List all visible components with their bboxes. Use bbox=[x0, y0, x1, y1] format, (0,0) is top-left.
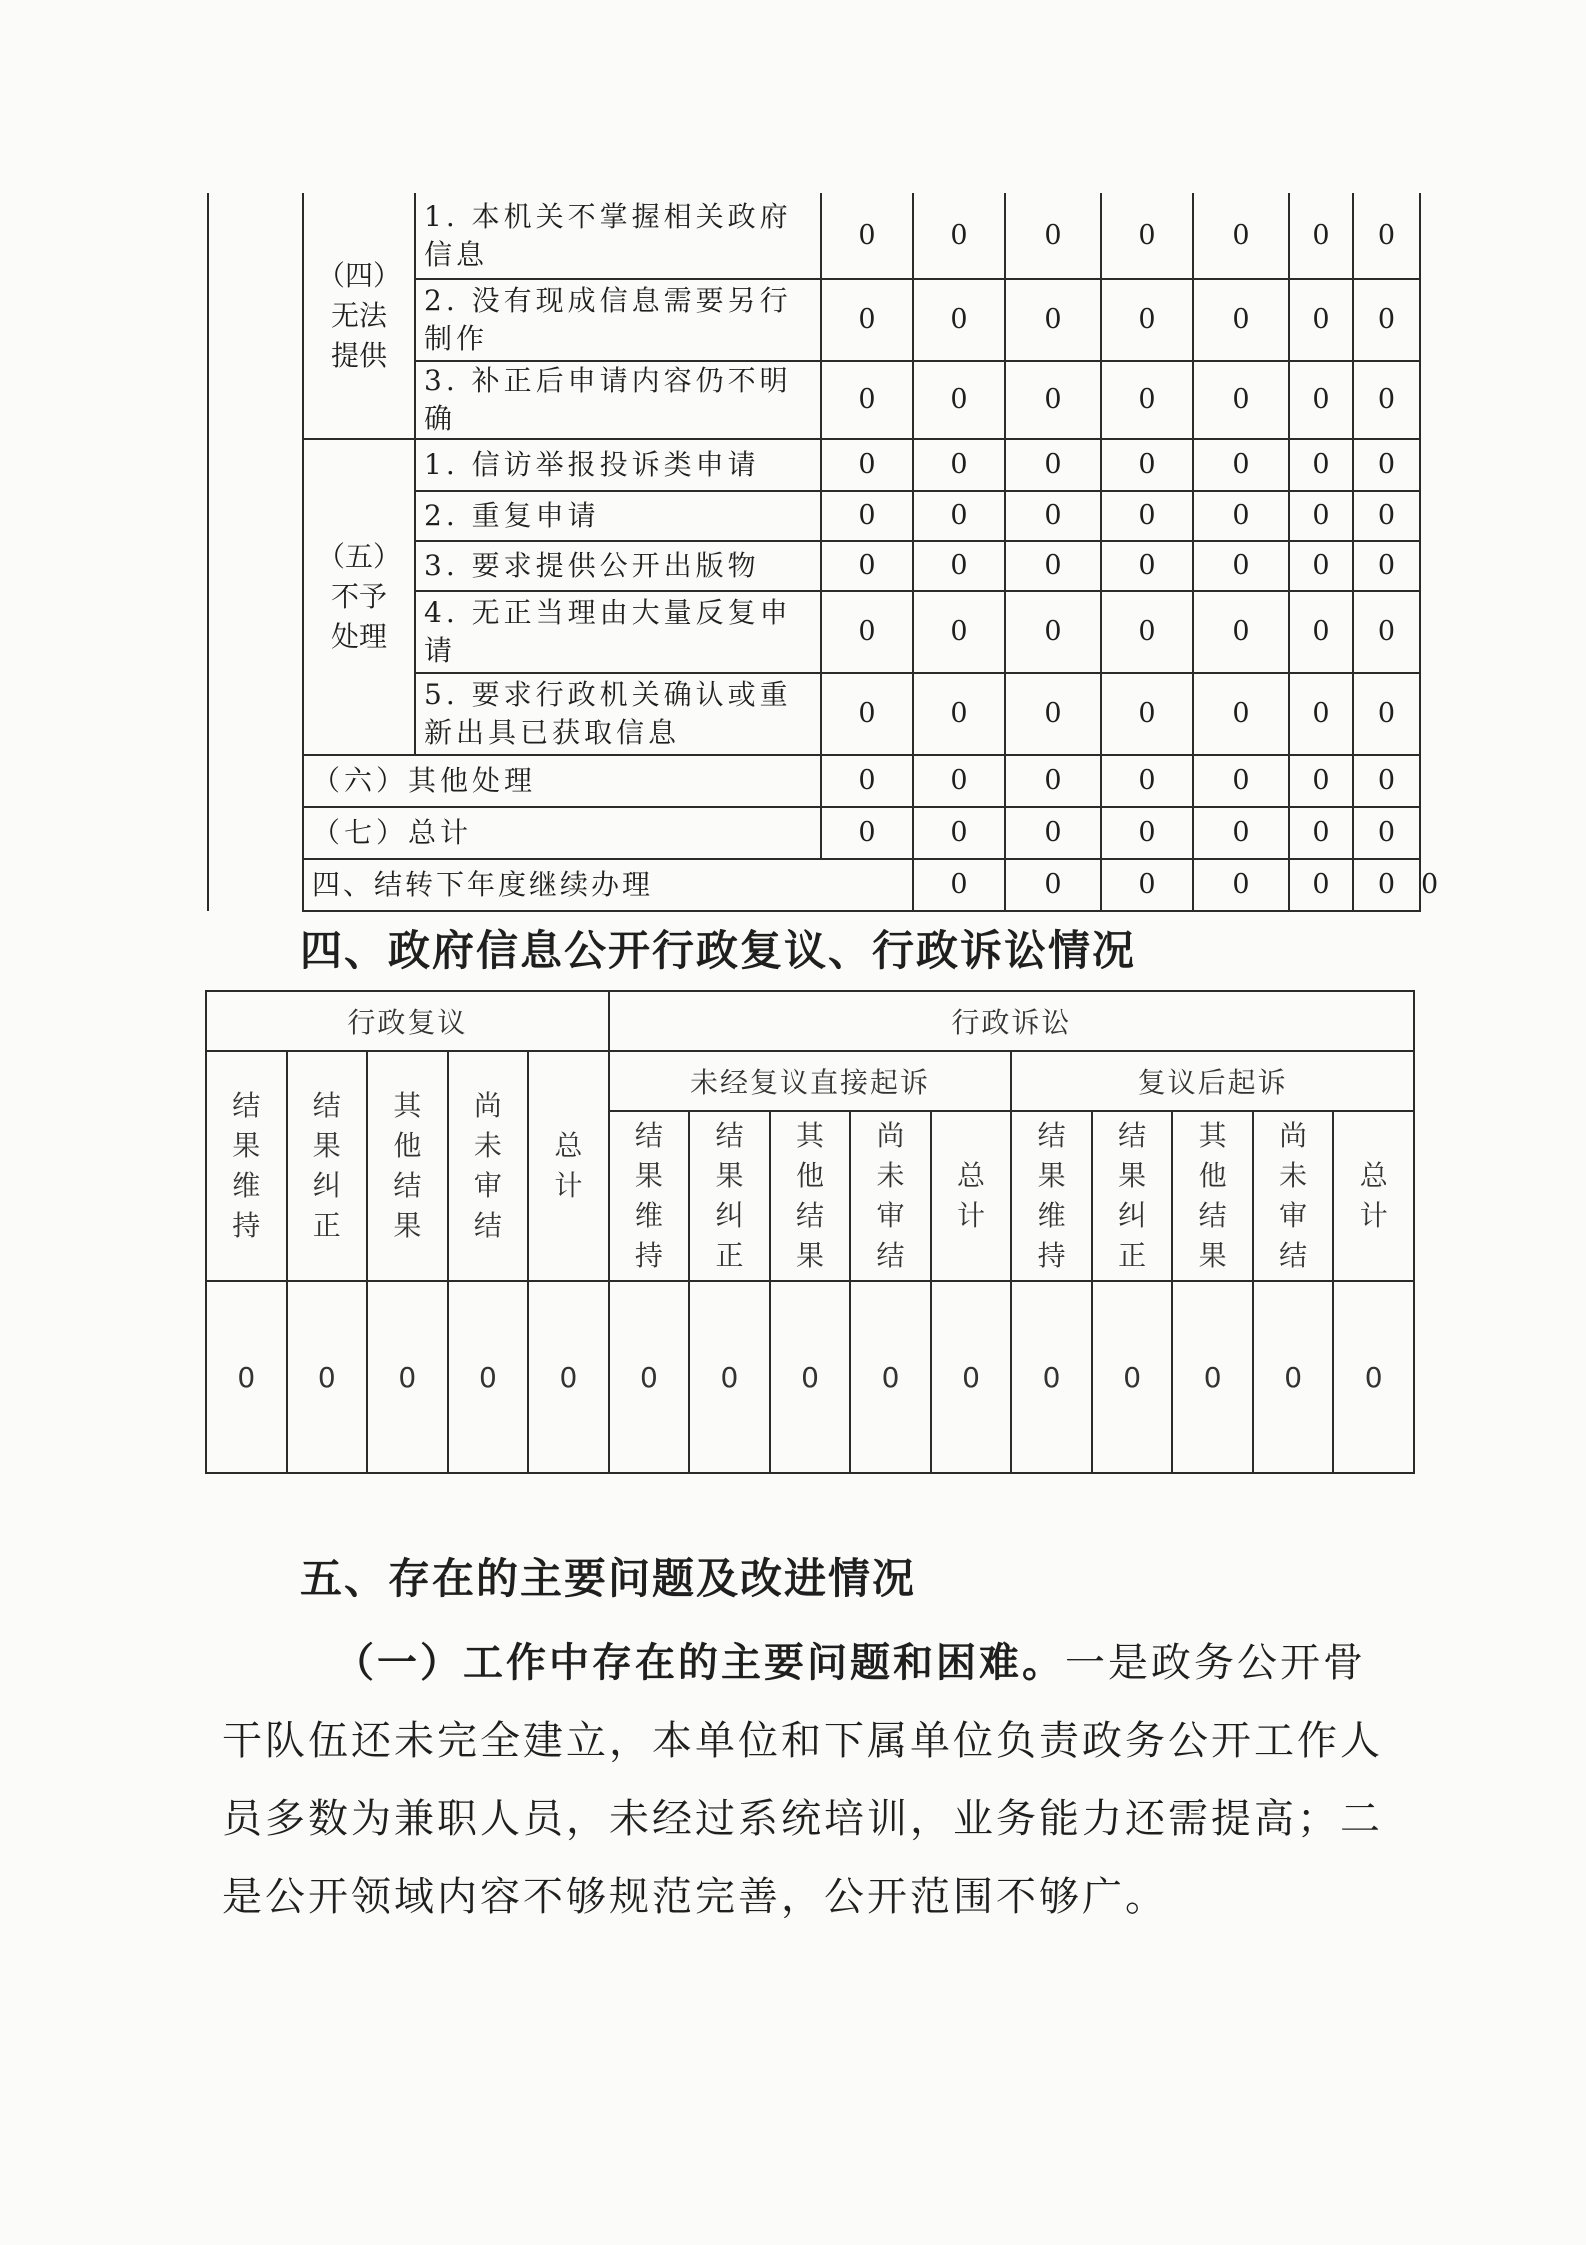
paragraph-lead: （一）工作中存在的主要问题和困难。 bbox=[334, 1640, 1065, 1686]
value-cell: 0 bbox=[689, 1281, 770, 1473]
value-cell: 0 bbox=[1289, 755, 1353, 807]
col-header: 总计 bbox=[1333, 1111, 1414, 1281]
value-cell: 0 bbox=[913, 859, 1005, 911]
header-litigation: 行政诉讼 bbox=[609, 991, 1414, 1051]
value-cell: 0 bbox=[1193, 279, 1289, 361]
value-cell: 0 bbox=[821, 193, 913, 279]
value-cell: 0 bbox=[1005, 279, 1101, 361]
value-cell: 0 bbox=[1193, 193, 1289, 279]
value-cell: 0 bbox=[850, 1281, 931, 1473]
value-cell: 0 bbox=[1101, 673, 1193, 755]
value-cell: 0 bbox=[770, 1281, 851, 1473]
header-direct-suit: 未经复议直接起诉 bbox=[609, 1051, 1012, 1111]
value-cell: 0 bbox=[1101, 755, 1193, 807]
value-cell: 0 bbox=[1005, 541, 1101, 591]
value-cell: 0 bbox=[287, 1281, 368, 1473]
value-cell: 0 bbox=[1353, 807, 1420, 859]
value-cell: 0 bbox=[1353, 673, 1420, 755]
value-cell: 0 bbox=[1289, 807, 1353, 859]
value-cell: 0 bbox=[1101, 439, 1193, 491]
value-cell: 0 bbox=[1353, 755, 1420, 807]
value-cell: 0 bbox=[821, 279, 913, 361]
value-cell: 0 bbox=[1005, 673, 1101, 755]
value-cell: 0 bbox=[1253, 1281, 1334, 1473]
value-cell: 0 bbox=[1193, 807, 1289, 859]
col-header: 结果纠正 bbox=[287, 1051, 368, 1281]
col-header: 结果维持 bbox=[206, 1051, 287, 1281]
value-cell: 0 bbox=[1353, 859, 1420, 911]
row-label: 3. 要求提供公开出版物 bbox=[415, 541, 821, 591]
value-cell: 0 bbox=[1005, 193, 1101, 279]
col-header: 其他结果 bbox=[770, 1111, 851, 1281]
value-cell: 0 bbox=[1193, 673, 1289, 755]
value-cell: 0 bbox=[1193, 859, 1289, 911]
value-cell: 0 bbox=[1005, 755, 1101, 807]
col-header: 结果纠正 bbox=[1092, 1111, 1173, 1281]
paragraph-body: 一是政务公开骨干队伍还未完全建立，本单位和下属单位负责政务公开工作人员多数为兼职人员，未经过系统培训，业务能力还需提高；二是公开领域内容不够规范完善，公开范围不够广。 bbox=[222, 1640, 1383, 1920]
value-cell: 0 bbox=[1289, 859, 1353, 911]
col-header: 总计 bbox=[528, 1051, 609, 1281]
body-paragraph bbox=[222, 1624, 1402, 1936]
value-cell: 0 bbox=[913, 755, 1005, 807]
row-label: 2. 重复申请 bbox=[415, 491, 821, 541]
header-reconsideration: 行政复议 bbox=[206, 991, 609, 1051]
col-header: 尚未审结 bbox=[448, 1051, 529, 1281]
value-cell: 0 bbox=[1333, 1281, 1414, 1473]
section-heading: 四、政府信息公开行政复议、行政诉讼情况 bbox=[300, 926, 1137, 975]
row-label: 3. 补正后申请内容仍不明确 bbox=[415, 361, 821, 439]
value-cell: 0 bbox=[913, 193, 1005, 279]
value-cell: 0 bbox=[1092, 1281, 1173, 1473]
value-cell: 0 bbox=[1353, 591, 1420, 673]
value-cell: 0 bbox=[913, 439, 1005, 491]
value-cell: 0 bbox=[913, 807, 1005, 859]
value-cell: 0 bbox=[1193, 361, 1289, 439]
value-cell: 0 bbox=[609, 1281, 690, 1473]
value-cell: 0 bbox=[913, 673, 1005, 755]
value-cell: 0 bbox=[1101, 279, 1193, 361]
row-label: 5. 要求行政机关确认或重新出具已获取信息 bbox=[415, 673, 821, 755]
table-row bbox=[208, 807, 1420, 859]
row-label: 4. 无正当理由大量反复申请 bbox=[415, 591, 821, 673]
table-row bbox=[206, 991, 1414, 1051]
value-cell: 0 bbox=[1353, 361, 1420, 439]
value-cell: 0 bbox=[206, 1281, 287, 1473]
value-cell: 0 bbox=[1005, 859, 1101, 911]
group-label-five: （五） 不予 处理 bbox=[303, 439, 415, 755]
value-cell: 0 bbox=[821, 807, 913, 859]
value-cell: 0 bbox=[1011, 1281, 1092, 1473]
col-header: 其他结果 bbox=[367, 1051, 448, 1281]
value-cell: 0 bbox=[821, 673, 913, 755]
value-cell: 0 bbox=[1289, 673, 1353, 755]
table-row: 四、结转下年度继续办理 0 0 0 0 0 0 0 bbox=[208, 859, 1420, 911]
value-cell: 0 bbox=[821, 439, 913, 491]
col-header: 总计 bbox=[931, 1111, 1012, 1281]
value-cell: 0 bbox=[1101, 859, 1193, 911]
value-cell: 0 bbox=[1101, 361, 1193, 439]
value-cell: 0 bbox=[1353, 439, 1420, 491]
value-cell: 0 bbox=[821, 591, 913, 673]
review-litigation-table bbox=[205, 990, 1415, 1474]
value-cell: 0 bbox=[1289, 591, 1353, 673]
group-label-four: （四） 无法 提供 bbox=[303, 193, 415, 439]
value-cell: 0 bbox=[1193, 591, 1289, 673]
value-cell: 0 bbox=[1193, 439, 1289, 491]
col-header: 结果维持 bbox=[609, 1111, 690, 1281]
value-cell: 0 bbox=[1289, 193, 1353, 279]
table-row bbox=[208, 439, 1420, 491]
value-cell: 0 bbox=[821, 361, 913, 439]
value-cell: 0 bbox=[931, 1281, 1012, 1473]
value-cell: 0 bbox=[1289, 279, 1353, 361]
outer-margin-cell bbox=[208, 193, 303, 911]
value-cell: 0 bbox=[1193, 755, 1289, 807]
value-cell: 0 bbox=[1172, 1281, 1253, 1473]
value-cell: 0 bbox=[1005, 361, 1101, 439]
value-cell: 0 bbox=[1353, 541, 1420, 591]
col-header: 结果维持 bbox=[1011, 1111, 1092, 1281]
table-row bbox=[208, 755, 1420, 807]
value-cell: 0 bbox=[1193, 541, 1289, 591]
value-cell: 0 bbox=[1289, 541, 1353, 591]
value-cell: 0 bbox=[1101, 807, 1193, 859]
value-cell: 0 bbox=[367, 1281, 448, 1473]
value-cell: 0 bbox=[913, 491, 1005, 541]
value-cell: 0 bbox=[913, 541, 1005, 591]
row-label: 1. 本机关不掌握相关政府信息 bbox=[415, 193, 821, 279]
value-cell: 0 bbox=[1289, 361, 1353, 439]
value-cell: 0 bbox=[1353, 491, 1420, 541]
value-cell: 0 bbox=[1101, 591, 1193, 673]
value-cell: 0 bbox=[1101, 541, 1193, 591]
row-label: 2. 没有现成信息需要另行制作 bbox=[415, 279, 821, 361]
application-handling-table bbox=[207, 193, 1439, 912]
row-label: 四、结转下年度继续办理 bbox=[303, 859, 913, 911]
table-row bbox=[206, 1051, 1414, 1111]
value-cell: 0 bbox=[1101, 193, 1193, 279]
value-cell: 0 bbox=[913, 591, 1005, 673]
value-cell: 0 bbox=[1353, 193, 1420, 279]
value-cell: 0 bbox=[821, 541, 913, 591]
value-cell: 0 bbox=[913, 279, 1005, 361]
value-cell: 0 bbox=[821, 491, 913, 541]
value-cell: 0 bbox=[1289, 439, 1353, 491]
value-cell: 0 bbox=[1193, 491, 1289, 541]
col-header: 尚未审结 bbox=[1253, 1111, 1334, 1281]
col-header: 其他结果 bbox=[1172, 1111, 1253, 1281]
header-after-reconsideration: 复议后起诉 bbox=[1011, 1051, 1414, 1111]
row-label: 1. 信访举报投诉类申请 bbox=[415, 439, 821, 491]
table-row bbox=[208, 193, 1420, 279]
value-cell: 0 bbox=[1005, 591, 1101, 673]
value-cell: 0 bbox=[528, 1281, 609, 1473]
col-header: 结果纠正 bbox=[689, 1111, 770, 1281]
col-header: 尚未审结 bbox=[850, 1111, 931, 1281]
value-cell: 0 bbox=[1101, 491, 1193, 541]
value-cell: 0 bbox=[821, 755, 913, 807]
value-cell: 0 bbox=[1289, 491, 1353, 541]
table-row bbox=[206, 1281, 1414, 1473]
value-cell: 0 bbox=[913, 361, 1005, 439]
value-cell: 0 bbox=[1005, 491, 1101, 541]
value-cell: 0 bbox=[1005, 807, 1101, 859]
row-label: （七）总计 bbox=[303, 807, 821, 859]
row-label: （六）其他处理 bbox=[303, 755, 821, 807]
value-cell: 0 bbox=[448, 1281, 529, 1473]
value-cell: 0 bbox=[1005, 439, 1101, 491]
section-heading: 五、存在的主要问题及改进情况 bbox=[300, 1554, 917, 1603]
value-cell: 0 bbox=[1353, 279, 1420, 361]
